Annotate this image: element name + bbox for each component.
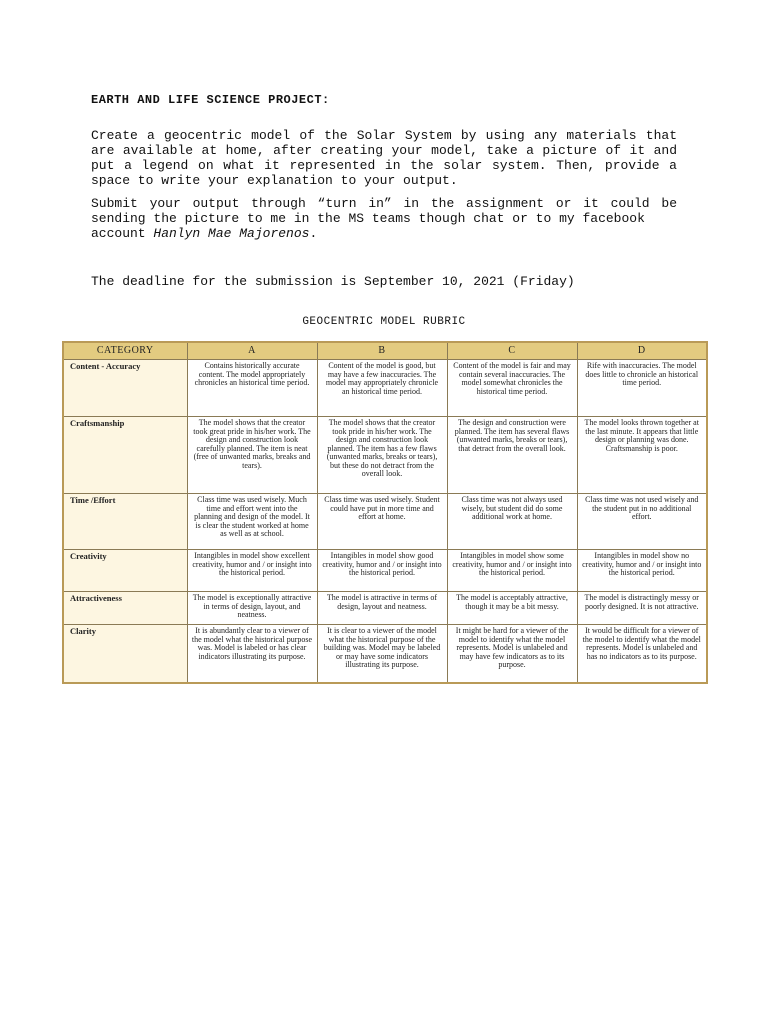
instructions-paragraph: Create a geocentric model of the Solar System by using any materials that are available at home, after creating your model, take a picture of it and put a legend on what it represented in the solar system. Then, provide a space to write your explanation to your output. [91,128,677,188]
table-row [63,417,707,494]
criterion-cell: Content of the model is fair and may contain several inaccuracies. The model somewhat chronicles the historical time period. [447,360,577,417]
project-heading: EARTH AND LIFE SCIENCE PROJECT: [91,93,330,107]
criterion-cell: It is abundantly clear to a viewer of the model what the historical purpose was. Model is labeled or has clear indicators illustrating its purpose. [187,625,317,683]
criterion-cell: Class time was not used wisely and the student put in no additional effort. [577,494,707,550]
account-suffix: . [309,226,318,241]
table-row [63,592,707,625]
criterion-cell: The model shows that the creator took great pride in his/her work. The design and construction look carefully planned. The item is neat (free of unwanted marks, breaks and tears). [187,417,317,494]
criterion-cell: The design and construction were planned. The item has several flaws (unwanted marks, breaks or tears), that detract from the overall look. [447,417,577,494]
table-row [63,625,707,683]
criterion-cell: Class time was not always used wisely, but student did do some additional work at home. [447,494,577,550]
criterion-cell: The model is attractive in terms of design, layout and neatness. [317,592,447,625]
category-cell: Content - Accuracy [63,360,187,417]
criterion-cell: The model shows that the creator took pride in his/her work. The design and construction look planned. The item has a few flaws (unwanted marks, breaks or tears), but these do not detract from the overall look. [317,417,447,494]
rubric-header-row [63,342,707,360]
header-category: CATEGORY [63,342,187,360]
category-cell: Creativity [63,550,187,592]
account-prefix: account [91,226,154,241]
submission-paragraph [91,196,677,241]
header-a: A [187,342,317,360]
criterion-cell: Intangibles in model show some creativity, humor and / or insight into the historical period. [447,550,577,592]
category-cell: Clarity [63,625,187,683]
category-cell: Time /Effort [63,494,187,550]
category-cell: Craftsmanship [63,417,187,494]
criterion-cell: Intangibles in model show good creativity, humor and / or insight into the historical period. [317,550,447,592]
criterion-cell: Intangibles in model show no creativity, humor and / or insight into the historical period. [577,550,707,592]
table-row [63,550,707,592]
criterion-cell: The model looks thrown together at the last minute. It appears that little design or planning was done. Craftsmanship is poor. [577,417,707,494]
teacher-name: Hanlyn Mae Majorenos [153,226,310,241]
header-d: D [577,342,707,360]
criterion-cell: It would be difficult for a viewer of the model to identify what the model represents. Model is unlabeled and has no indicators as to its purpose. [577,625,707,683]
criterion-cell: Class time was used wisely. Much time and effort went into the planning and design of the model. It is clear the student worked at home as well as at school. [187,494,317,550]
criterion-cell: It is clear to a viewer of the model what the historical purpose of the building was. Model may be labeled or may have some indicators illustrating its purpose. [317,625,447,683]
category-cell: Attractiveness [63,592,187,625]
criterion-cell: Content of the model is good, but may have a few inaccuracies. The model may appropriately chronicle an historical time period. [317,360,447,417]
header-c: C [447,342,577,360]
criterion-cell: It might be hard for a viewer of the model to identify what the model represents. Model is unlabeled and may have few indicators as to its purpose. [447,625,577,683]
criterion-cell: The model is exceptionally attractive in terms of design, layout, and neatness. [187,592,317,625]
criterion-cell: The model is distractingly messy or poorly designed. It is not attractive. [577,592,707,625]
submission-text: Submit your output through “turn in” in the assignment or it could be sending the picture to me in the MS teams though chat or to my facebook [91,196,677,226]
criterion-cell: Rife with inaccuracies. The model does little to chronicle an historical time period. [577,360,707,417]
table-row [63,360,707,417]
criterion-cell: Intangibles in model show excellent creativity, humor and / or insight into the historical period. [187,550,317,592]
deadline-text: The deadline for the submission is September 10, 2021 (Friday) [91,274,575,289]
criterion-cell: Class time was used wisely. Student could have put in more time and effort at home. [317,494,447,550]
rubric-title: GEOCENTRIC MODEL RUBRIC [302,316,466,328]
table-row [63,494,707,550]
criterion-cell: The model is acceptably attractive, though it may be a bit messy. [447,592,577,625]
rubric-table [62,341,708,684]
header-b: B [317,342,447,360]
criterion-cell: Contains historically accurate content. The model appropriately chronicles an historical time period. [187,360,317,417]
